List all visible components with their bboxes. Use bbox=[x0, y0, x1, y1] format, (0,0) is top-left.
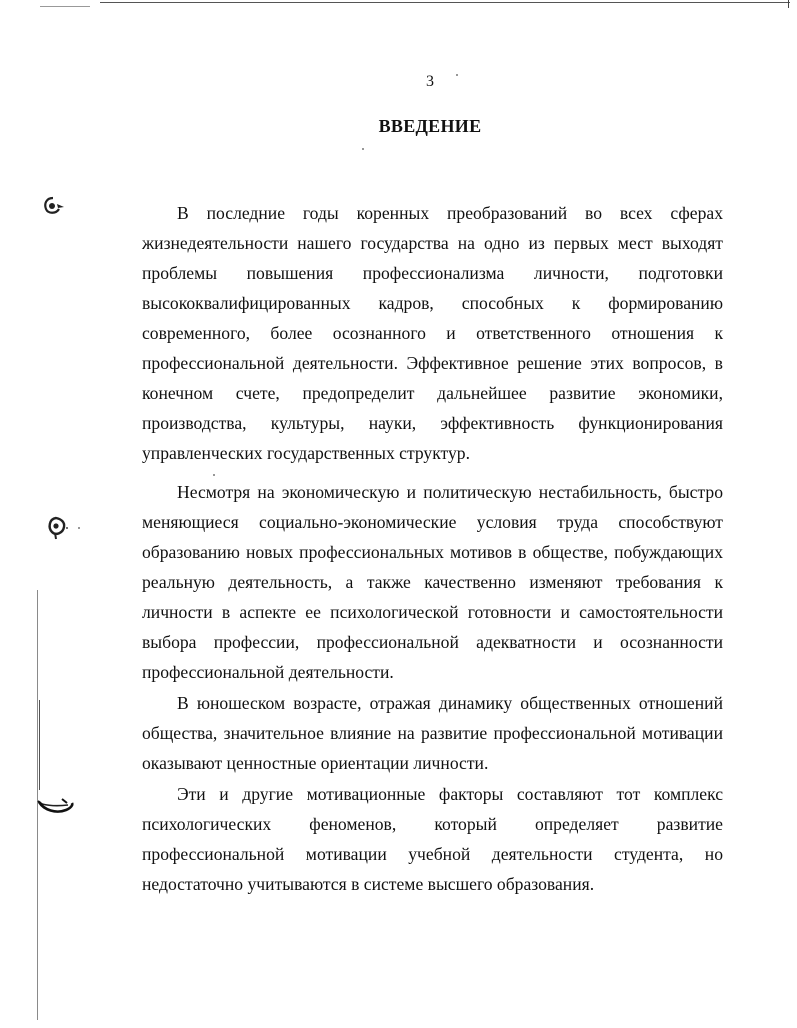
body-paragraph bbox=[142, 198, 723, 468]
top-scan-line-left bbox=[40, 6, 90, 7]
binder-hole-mark-icon bbox=[44, 516, 70, 540]
section-heading: ВВЕДЕНИЕ bbox=[378, 116, 482, 136]
body-paragraph bbox=[142, 477, 723, 687]
paragraph-text: В последние годы коренных преобразований во всех сферах жизнедеятельности нашего государства на одно из первых мест выходят проблемы повышения профессионализма личности, подготовки высококвалифицированных кадров, способных к формированию современного, более осознанного и ответственного отношения к профессиональной деятельности. Эффективное решение этих вопросов, в конечном счете, предопределит дальнейшее развитие экономики, производства, культуры, науки, эффективность функционирования управленческих государственных структур. bbox=[142, 203, 723, 463]
page-number: 3 bbox=[426, 73, 434, 90]
paragraph-text: Несмотря на экономическую и политическую нестабильность, быстро меняющиеся социально-экономические условия труда способствуют образованию новых профессиональных мотивов в обществе, побуждающих реальную деятельность, а также качественно изменяют требования к личности в аспекте ее психологической готовности и самостоятельности выбора профессии, профессиональной адекватности и осознанности профессиональной деятельности. bbox=[142, 482, 723, 682]
scan-speck bbox=[78, 527, 80, 529]
body-paragraph bbox=[142, 688, 723, 778]
scan-speck bbox=[456, 74, 458, 76]
scan-speck bbox=[362, 148, 364, 150]
paragraph-text: Эти и другие мотивационные факторы составляют тот комплекс психологических феноменов, который определяет развитие профессиональной мотивации учебной деятельности студента, но недостаточно учитываются в системе высшего образования. bbox=[142, 784, 723, 894]
top-scan-line bbox=[100, 2, 790, 3]
top-scan-tick bbox=[788, 0, 789, 8]
body-paragraph bbox=[142, 779, 723, 899]
binder-hole-mark-icon bbox=[40, 195, 66, 217]
binder-hole-mark-icon bbox=[36, 796, 76, 818]
binding-edge-line-inner bbox=[39, 700, 40, 790]
paragraph-text: В юношеском возрасте, отражая динамику общественных отношений общества, значительное влияние на развитие профессиональной мотивации оказывают ценностные ориентации личности. bbox=[142, 693, 723, 773]
scan-speck bbox=[213, 474, 215, 476]
